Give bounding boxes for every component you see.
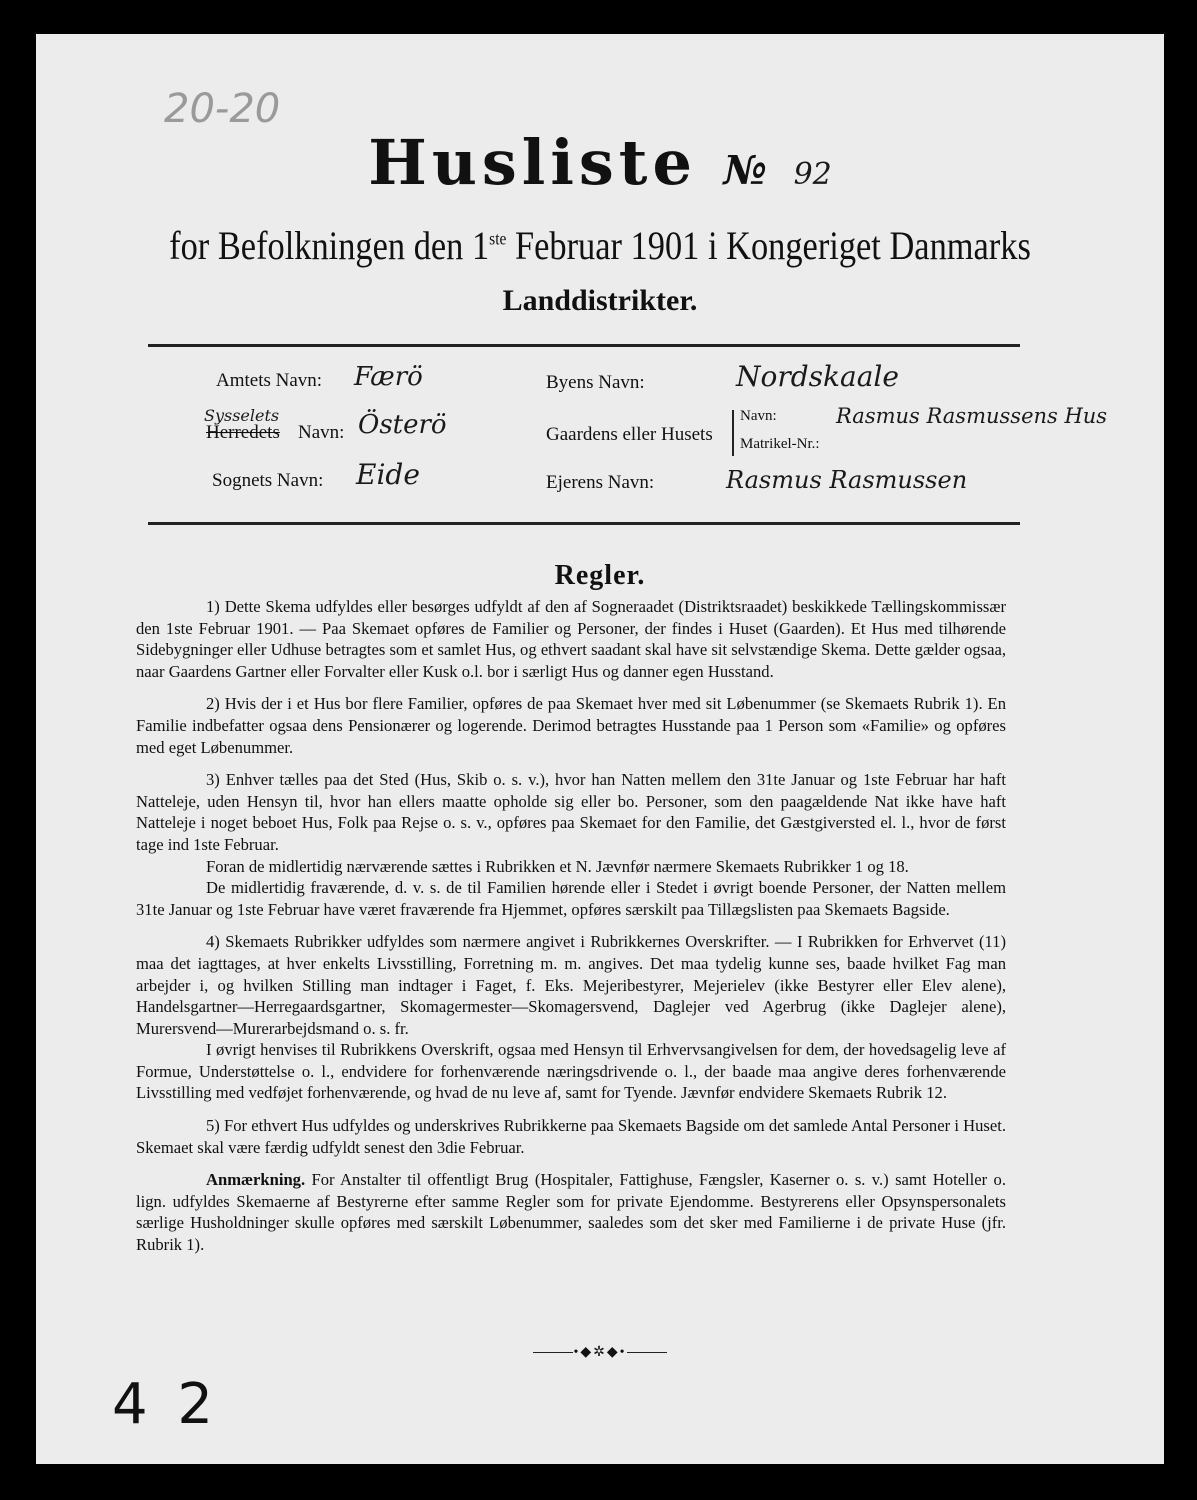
ornament-line-left xyxy=(533,1352,573,1353)
amt-value: Færö xyxy=(354,362,423,392)
district-type: Landdistrikter. xyxy=(502,284,698,317)
page-number: 4 2 xyxy=(112,1372,220,1437)
field-bracket xyxy=(732,410,734,456)
number-sign: № xyxy=(723,147,767,194)
by-value: Nordskaale xyxy=(736,360,899,393)
subtitle-superscript: ste xyxy=(489,228,507,249)
rule-3: 3) Enhver tælles paa det Sted (Hus, Skib o. s. v.), hvor han Natten mellem den 31te Januar og 1ste Februar har haft Natteleje, uden Hensyn til, hvor han ellers maatte opholde sig eller bo. Personer, som den paagældende Nat ikke have haft Natteleje i noget beboet Hus, Folk paa Rejse o. s. v., opføres paa Skemaet for den Familie, det Gæstgiversted el. l., hvor de først tage ind 1ste Februar. xyxy=(136,770,1006,854)
herred-handwritten: Sysselets xyxy=(204,406,280,425)
subtitle-part-a: for Befolkningen den 1 xyxy=(169,223,490,268)
rule-4: 4) Skemaets Rubrikker udfyldes som nærmere angivet i Rubrikkernes Overskrifter. — I Rubrikken for Erhvervet (11) maa det iagttages, at hver enkelts Livsstilling, Forretning m. m. angives. Det maa tydelig kunne ses, baade hvilket Fag man arbejder i, og hvilken Stilling man indtager i Faget, f. Eks. Mejeribestyrer, Mejerielev (ikke Bestyrer eller Elev alene), Handelsgartner—Herregaardsgartner, Skomagermester—Skomagersvend, Daglejer ved Agerbrug (ikke Daglejer alene), Murersvend—Murerarbejdsmand o. s. fr. xyxy=(136,932,1006,1038)
house-number: 92 xyxy=(793,157,832,192)
herred-struck-label: Herredets xyxy=(206,422,280,443)
rule-2: 2) Hvis der i et Hus bor flere Familier, opføres de paa Skemaet hver med sit Løbenummer (se Skemaets Rubrik 1). En Familie indbefatter ogsaa dens Pensionærer og logerende. Derimod betragtes Husstande paa 1 Person som «Familie» og opføres med eget Løbenummer. xyxy=(136,694,1006,757)
gaard-label: Gaardens eller Husets xyxy=(546,424,713,445)
annotation xyxy=(136,1169,1006,1255)
census-form-page xyxy=(36,34,1164,1464)
matrikel-label: Matrikel-Nr.: xyxy=(740,436,820,452)
by-label: Byens Navn: xyxy=(546,372,645,393)
rule-5: 5) For ethvert Hus udfyldes og underskrives Rubrikkerne paa Skemaets Bagside om det samlede Antal Personer i Huset. Skemaet skal være færdig udfyldt senest den 3die Februar. xyxy=(136,1116,1006,1157)
sogn-value: Eide xyxy=(356,458,420,491)
ornament-divider xyxy=(36,1344,1164,1361)
annotation-label: Anmærkning. xyxy=(206,1170,306,1190)
herred-label: Navn: xyxy=(298,422,345,443)
ornament-glyphs: •◆✲◆• xyxy=(573,1345,627,1360)
ejer-label: Ejerens Navn: xyxy=(546,472,655,493)
annotation-text: For Anstalter til offentligt Brug (Hospitaler, Fattighuse, Fængsler, Kaserner o. s. v.) samt Hoteller o. lign. udfyldes Skemaerne af Bestyrerne efter samme Regler som for private Ejendomme. Bestyrerens eller Opsynspersonalets særlige Husholdninger skulle opføres med særskilt Løbenummer, saaledes som det sker med Familierne i de private Huse (jfr. Rubrik 1). xyxy=(136,1170,1006,1255)
subtitle-part-b: Februar 1901 i Kongeriget Danmarks xyxy=(506,223,1031,268)
rule-3-cont-b: De midlertidig fraværende, d. v. s. de til Familien hørende eller i Stedet i øvrigt boende Personer, der Natten mellem 31te Januar og 1ste Februar have været fraværende fra Hjemmet, opføres særskilt paa Tillægslisten paa Skemaets Bagside. xyxy=(136,878,1006,919)
pencil-note: 20-20 xyxy=(164,86,281,132)
ornament-line-right xyxy=(627,1352,667,1353)
rule-1: 1) Dette Skema udfyldes eller besørges udfyldt af den af Sogneraadet (Distriktsraadet) beskikkede Tællingskommissær den 1ste Februar 1901. — Paa Skemaet opføres de Familier og Personer, der findes i Huset (Gaarden). Et Hus med tilhørende Sidebygninger eller Udhuse betragtes som et samlet Hus, og ethvert saadant skal have sit selvstændige Skema. Dette gælder ogsaa, naar Gaardens Gartner eller Forvalter eller Kusk o.l. bor i særligt Hus og danner egen Husstand. xyxy=(136,597,1006,681)
sogn-label: Sognets Navn: xyxy=(212,470,324,491)
ejer-value: Rasmus Rasmussen xyxy=(726,466,968,494)
rule-3-cont-a: Foran de midlertidig nærværende sættes i Rubrikken et N. Jævnfør nærmere Skemaets Rubrikker 1 og 18. xyxy=(206,856,909,876)
navn-value: Rasmus Rasmussens Hus xyxy=(836,404,1108,428)
navn-label: Navn: xyxy=(740,408,777,424)
title-text: Husliste xyxy=(368,126,697,199)
middle-rule xyxy=(148,522,1020,525)
rules-heading: Regler. xyxy=(554,560,646,591)
rules-body xyxy=(136,596,1006,1267)
top-rule xyxy=(148,344,1020,347)
form-title xyxy=(36,126,1164,199)
amt-label: Amtets Navn: xyxy=(216,370,323,391)
form-subtitle xyxy=(115,222,1085,269)
herred-value: Österö xyxy=(358,410,447,440)
rule-4-cont: I øvrigt henvises til Rubrikkens Overskrift, ogsaa med Hensyn til Erhvervsangivelsen for dem, der hovedsagelig leve af Formue, Understøttelse o. l., endvidere for forhenværende næringsdrivende o. l., der baade maa angive deres forhenværende Livsstilling med vedføjet forhenværende, og hvad de nu leve af, samt for Tyende. Jævnfør endvidere Skemaets Rubrik 12. xyxy=(136,1040,1006,1103)
